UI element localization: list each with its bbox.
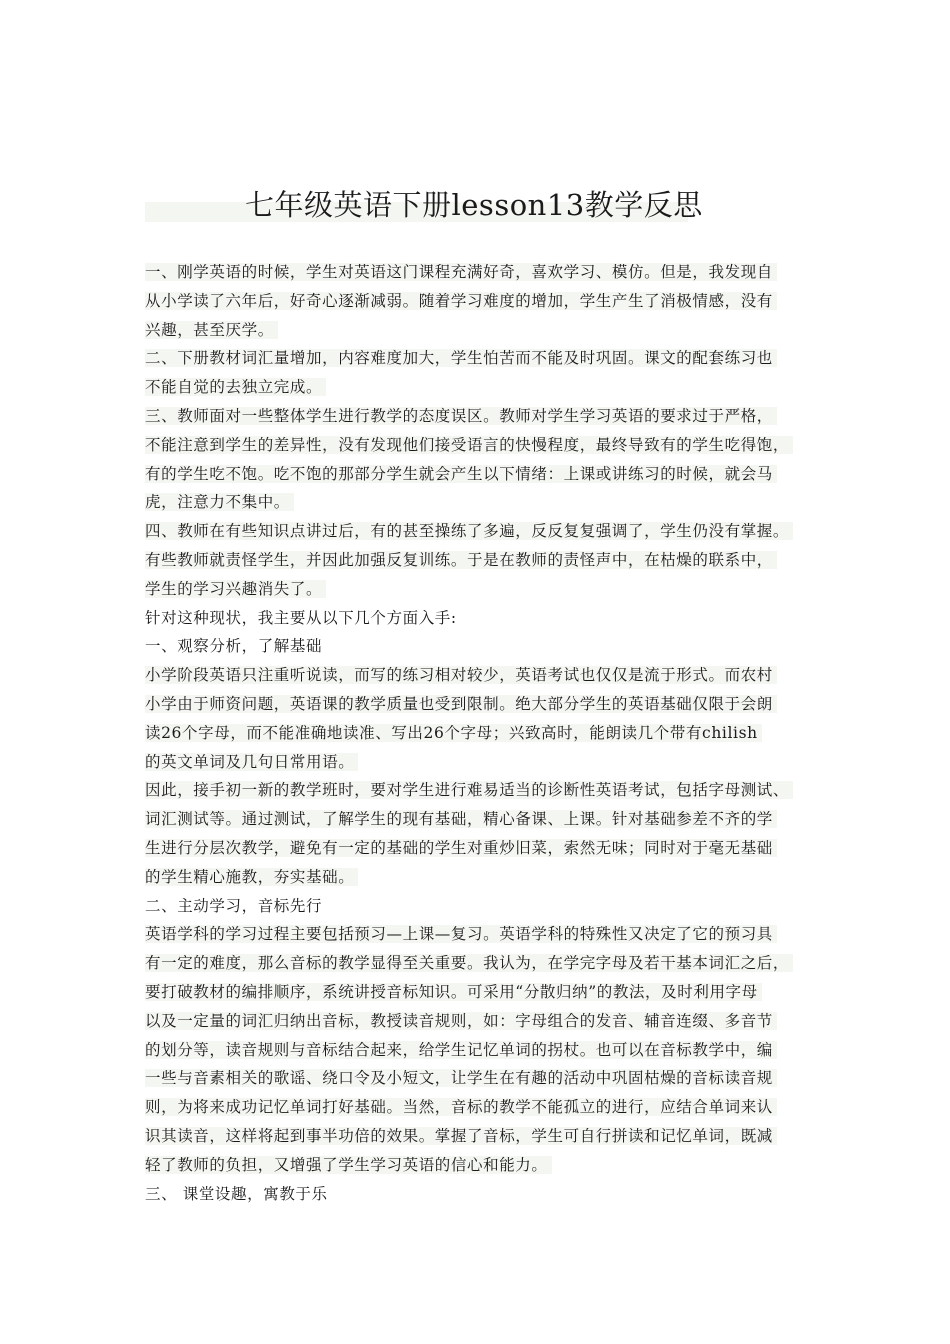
- text-line: [145, 719, 825, 748]
- text-line-content: 有些教师就责怪学生，并因此加强反复训练。于是在教师的责怪声中，在枯燥的联系中，: [145, 551, 777, 569]
- text-line-content: 轻了教师的负担，又增强了学生学习英语的信心和能力。: [145, 1156, 552, 1174]
- text-line: [145, 863, 825, 892]
- text-line-content: 则，为将来成功记忆单词打好基础。当然，音标的教学不能孤立的进行，应结合单词来认: [145, 1098, 777, 1116]
- text-line: [145, 488, 825, 517]
- text-line-content: 二、下册教材词汇量增加，内容难度加大，学生怕苦而不能及时巩固。课文的配套练习也: [145, 349, 777, 367]
- text-line-content: 要打破教材的编排顺序，系统讲授音标知识。可采用“分散归纳”的教法，及时利用字母: [145, 983, 762, 1001]
- title-block: [145, 185, 805, 225]
- text-line-content: 二、主动学习，音标先行: [145, 896, 323, 915]
- text-line-content: 小学由于师资问题，英语课的教学质量也受到限制。绝大部分学生的英语基础仅限于会朗: [145, 695, 777, 713]
- text-line: [145, 517, 825, 546]
- text-line-content: 的学生精心施教，夯实基础。: [145, 868, 358, 886]
- text-line: [145, 287, 825, 316]
- text-line-content: 有一定的难度，那么音标的教学显得至关重要。我认为，在学完字母及若干基本词汇之后，: [145, 954, 793, 972]
- text-line-content: 词汇测试等。通过测试，了解学生的现有基础，精心备课、上课。针对基础参差不齐的学: [145, 810, 777, 828]
- text-line-content: 生进行分层次教学，避免有一定的基础的学生对重炒旧菜，索然无味；同时对于毫无基础: [145, 839, 777, 857]
- text-line: [145, 632, 825, 661]
- text-line-content: 四、教师在有些知识点讲过后，有的甚至操练了多遍，反反复复强调了，学生仍没有掌握。: [145, 522, 793, 540]
- text-line-content: 一、刚学英语的时候，学生对英语这门课程充满好奇，喜欢学习、模仿。但是，我发现自: [145, 263, 777, 281]
- text-line: [145, 920, 825, 949]
- text-line-content: 一、观察分析，了解基础: [145, 637, 323, 656]
- text-line-content: 针对这种现状，我主要从以下几个方面入手:: [145, 608, 457, 627]
- text-line: [145, 949, 825, 978]
- text-line: [145, 373, 825, 402]
- text-line: [145, 1036, 825, 1065]
- text-line-content: 从小学读了六年后，好奇心逐渐减弱。随着学习难度的增加，学生产生了消极情感，没有: [145, 292, 777, 310]
- text-line-content: 不能自觉的去独立完成。: [145, 378, 326, 396]
- text-line: [145, 258, 825, 287]
- text-line: [145, 748, 825, 777]
- text-line: [145, 834, 825, 863]
- text-line-content: 以及一定量的词汇归纳出音标，教授读音规则，如：字母组合的发音、辅音连缀、多音节: [145, 1012, 777, 1030]
- text-line: [145, 1093, 825, 1122]
- text-line-content: 有的学生吃不饱。吃不饱的那部分学生就会产生以下情绪：上课或讲练习的时候，就会马: [145, 465, 777, 483]
- text-line: [145, 978, 825, 1007]
- text-line-content: 的英文单词及几句日常用语。: [145, 753, 358, 771]
- text-line: [145, 661, 825, 690]
- text-line: [145, 892, 825, 921]
- text-line-content: 三、教师面对一些整体学生进行教学的态度误区。教师对学生学习英语的要求过于严格，: [145, 407, 777, 425]
- text-line: [145, 575, 825, 604]
- text-line: [145, 604, 825, 633]
- text-line-content: 因此，接手初一新的教学班时，要对学生进行难易适当的诊断性英语考试，包括字母测试、: [145, 781, 793, 799]
- text-line: [145, 1122, 825, 1151]
- text-line-content: 不能注意到学生的差异性，没有发现他们接受语言的快慢程度，最终导致有的学生吃得饱，: [145, 436, 793, 454]
- document-title: 七年级英语下册lesson13教学反思: [245, 188, 703, 222]
- text-line: [145, 546, 825, 575]
- text-line-content: 读26个字母，而不能准确地读准、写出26个字母；兴致高时，能朗读几个带有chilish: [145, 724, 762, 742]
- text-line: [145, 1007, 825, 1036]
- text-line: [145, 690, 825, 719]
- text-line: [145, 344, 825, 373]
- text-line: [145, 1064, 825, 1093]
- text-line: [145, 1151, 825, 1180]
- text-line: [145, 316, 825, 345]
- text-line-content: 小学阶段英语只注重听说读，而写的练习相对较少，英语考试也仅仅是流于形式。而农村: [145, 666, 777, 684]
- text-line-content: 虎，注意力不集中。: [145, 493, 294, 511]
- text-line: [145, 1180, 825, 1209]
- text-line: [145, 431, 825, 460]
- text-line: [145, 776, 825, 805]
- text-line-content: 的划分等，读音规则与音标结合起来，给学生记忆单词的拐杖。也可以在音标教学中，编: [145, 1041, 777, 1059]
- document-body: [145, 258, 825, 1208]
- text-line-content: 一些与音素相关的歌谣、绕口令及小短文，让学生在有趣的活动中巩固枯燥的音标读音规: [145, 1069, 777, 1087]
- text-line: [145, 402, 825, 431]
- text-line: [145, 460, 825, 489]
- text-line-content: 英语学科的学习过程主要包括预习—上课—复习。英语学科的特殊性又决定了它的预习具: [145, 925, 777, 943]
- text-line-content: 学生的学习兴趣消失了。: [145, 580, 326, 598]
- text-line-content: 识其读音，这样将起到事半功倍的效果。掌握了音标，学生可自行拼读和记忆单词，既减: [145, 1127, 777, 1145]
- text-line-content: 兴趣，甚至厌学。: [145, 321, 278, 339]
- text-line-content: 三、 课堂设趣，寓教于乐: [145, 1184, 328, 1203]
- text-line: [145, 805, 825, 834]
